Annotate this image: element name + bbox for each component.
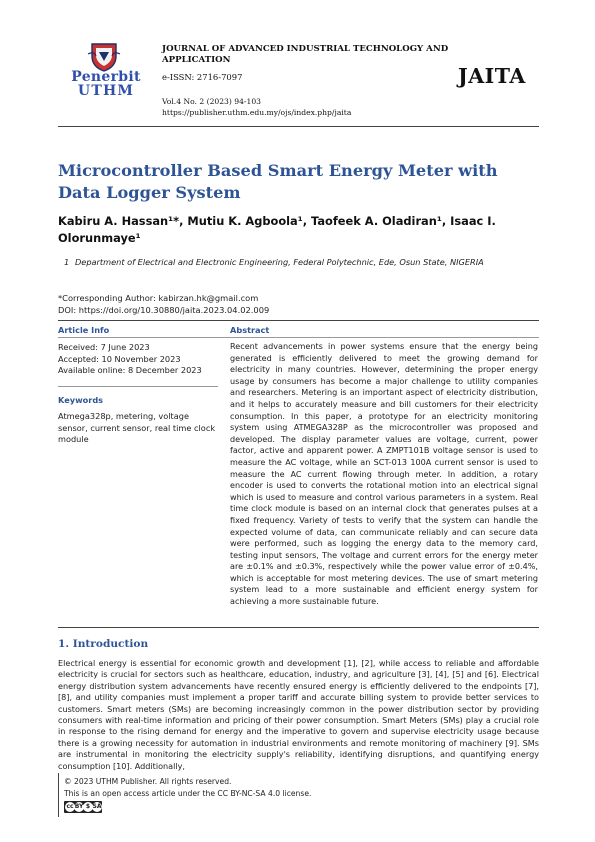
- journal-title: JOURNAL OF ADVANCED INDUSTRIAL TECHNOLOGY AND APPLICATION: [162, 44, 449, 65]
- available-date: Available online: 8 December 2023: [58, 365, 202, 376]
- article-title: Microcontroller Based Smart Energy Meter with Data Logger System: [58, 161, 498, 202]
- affiliation-number: 1: [64, 257, 70, 267]
- divider: [58, 320, 539, 321]
- divider: [58, 627, 539, 628]
- affiliation-text: Department of Electrical and Electronic Engineering, Federal Polytechnic, Ede, Osun State, NIGERIA: [75, 257, 484, 267]
- copyright-notice: © 2023 UTHM Publisher. All rights reserved.: [64, 777, 232, 786]
- divider: [58, 337, 539, 338]
- volume-info: Vol.4 No. 2 (2023) 94-103: [162, 97, 261, 106]
- accepted-date: Accepted: 10 November 2023: [58, 353, 181, 364]
- author-list: Kabiru A. Hassan¹*, Mutiu K. Agboola¹, Taofeek A. Oladiran¹, Isaac I. Olorunmaye¹: [58, 214, 496, 245]
- journal-url[interactable]: https://publisher.uthm.edu.my/ojs/index.php/jaita: [162, 108, 352, 117]
- journal-acronym: JAITA: [458, 64, 526, 88]
- keywords-heading: Keywords: [58, 395, 104, 405]
- doi-link[interactable]: DOI: https://doi.org/10.30880/jaita.2023.04.02.009: [58, 305, 270, 315]
- cc-icon: cc: [66, 803, 74, 810]
- abstract-heading: Abstract: [230, 325, 270, 335]
- footer-rule: [58, 773, 59, 817]
- shield-emblem-icon: [86, 42, 122, 72]
- nc-icon: $: [83, 802, 93, 812]
- article-dates: [58, 342, 218, 377]
- abstract-text: Recent advancements in power systems ensure that the energy being generated is efficiently delivered to meet the growing demand for electricity in many countries. However, determining the proper energy usage by consumers has become a major challenge to utility companies and researchers. Metering is an important aspect of electricity distribution, and it helps to accurately measure and bill customers for their electricity consumption. In this paper, a prototype for an electricity monitoring system using ATMEGA328P as the microcontroller was proposed and developed. The display parameter values are voltage, current, power factor, active and apparent power. A ZMPT101B voltage sensor is used to measure the AC voltage, while an SCT-013 100A current sensor is used to measure the AC current flowing through meter. In addition, a rotary encoder is used to converts the rotational motion into an electrical signal which is used to measure and control various parameters in a system. Real time clock module is based on an internal clock that generates pulses at a fixed frequency. Variety of tests to verify that the system can handle the expected volume of data, can communicate reliably and can secure data were performed, such as logging the energy data to the memory card, testing input sensors, The voltage and current errors for the energy meter are ±0.1% and ±0.3%, respectively while the power value error of ±0.4%, which is acceptable for most metering devices. The use of smart metering system lead to a more sustainable and efficient energy system for achieving a more sustainable future.: [230, 341, 538, 607]
- article-info-heading: Article Info: [58, 325, 110, 335]
- header-divider: [58, 126, 539, 127]
- logo-text-uthm: UTHM: [77, 83, 135, 99]
- section-heading-introduction: 1. Introduction: [58, 638, 149, 650]
- corresponding-author[interactable]: *Corresponding Author: kabirzan.hk@gmail.com: [58, 293, 259, 303]
- logo-text-penerbit: Penerbit: [71, 69, 141, 85]
- license-notice[interactable]: This is an open access article under the CC BY-NC-SA 4.0 license.: [64, 789, 312, 798]
- keywords-text: Atmega328p, metering, voltage sensor, current sensor, real time clock module: [58, 411, 216, 445]
- received-date: Received: 7 June 2023: [58, 342, 150, 352]
- by-icon: BY: [74, 803, 84, 810]
- eissn: e-ISSN: 2716-7097: [162, 72, 243, 82]
- cc-license-badge-icon[interactable]: [64, 801, 102, 813]
- introduction-text: Electrical energy is essential for economic growth and development [1], [2], while access to reliable and affordable electricity is crucial for sectors such as healthcare, education, industry, and agriculture [3], [4], [5] and [6]. Electrical energy distribution system advancements have recently ensured energy is efficiently delivered to the endpoints [7], [8], and utility companies must implement a proper tariff and accurate billing system to provide better services to customers. Smart meters (SMs) are becoming increasingly common in the power distribution sector by providing consumers with real-time information and pricing of their power consumption. Smart Meters (SMs) play a crucial role in response to the rising demand for energy and the imperative to govern and supervise electricity usage because there is a growing necessity for automation in industrial environments and remote monitoring of machinery [9]. SMs are instrumental in monitoring the electricity supply's reliability, identifying disruptions, and quantifying energy consumption [10]. Additionally,: [58, 658, 539, 771]
- sa-icon: SA: [92, 803, 102, 810]
- publisher-logo: [58, 34, 154, 104]
- divider: [58, 386, 218, 387]
